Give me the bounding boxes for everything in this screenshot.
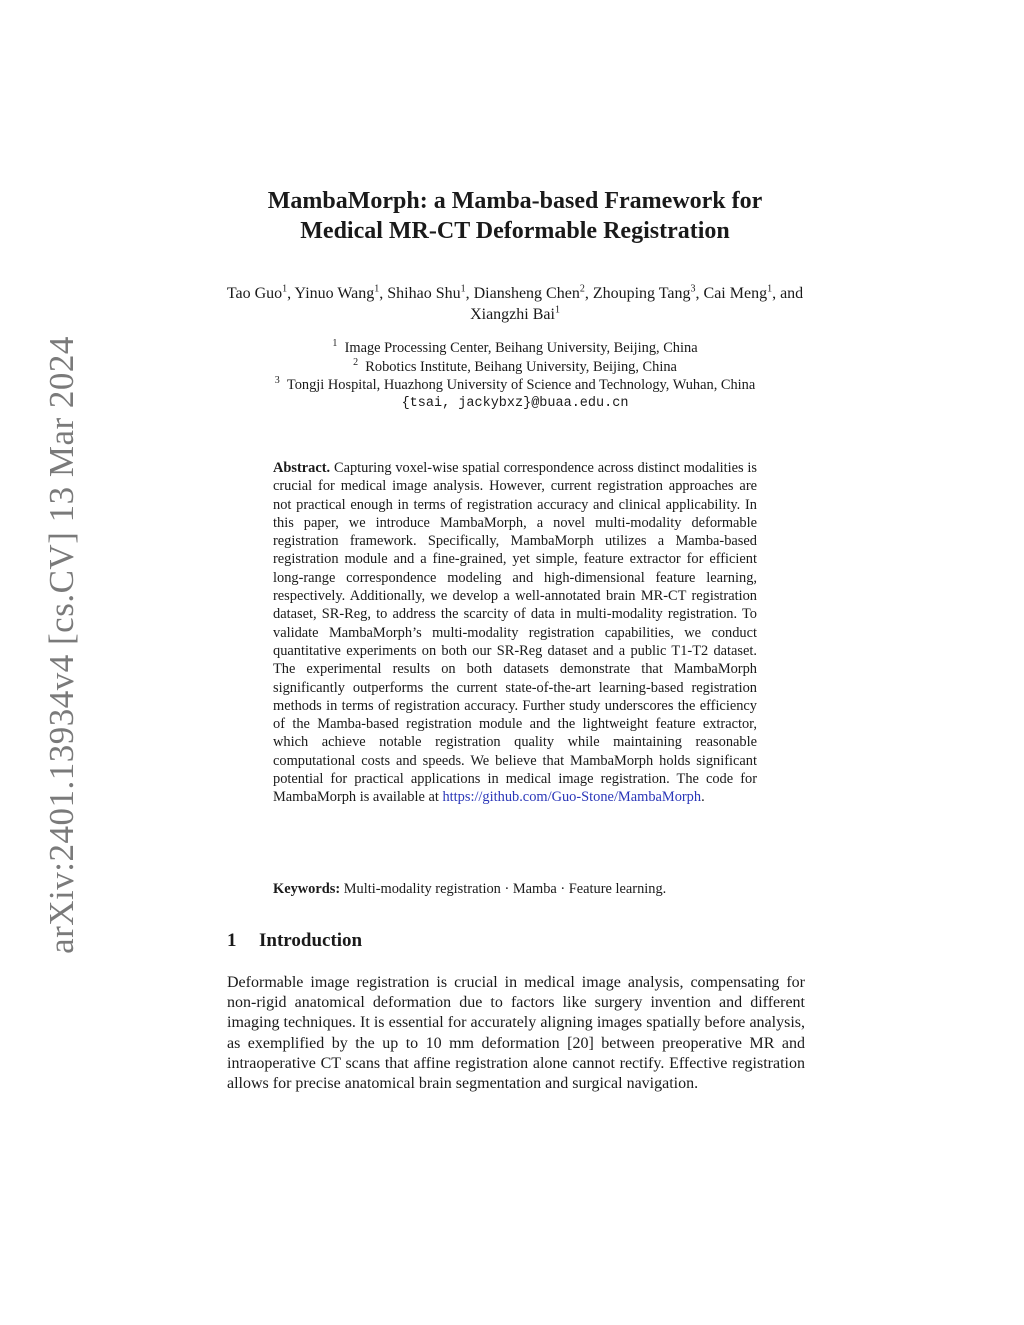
introduction-paragraph: Deformable image registration is crucial in medical image analysis, compensating for non-rigid anatomical deformation due to factors like surgery invention and different imaging techniques. It is essential for accurately aligning images spatially before analysis, as exemplified by the up to 10 mm deformation [20] between preoperative MR and intraoperative CT scans that affine registration alone cannot rectify. Effective registration allows for precise anatomical brain segmentation and surgical navigation. — [227, 974, 805, 1093]
title-line-2: Medical MR-CT Deformable Registration — [300, 218, 730, 244]
author: Yinuo Wang$^1$, — [294, 283, 388, 302]
author: Tao Guo$^1$, — [226, 283, 295, 302]
author-list — [216, 283, 814, 325]
affiliations — [200, 339, 830, 413]
author: Diansheng Chen$^2$, — [473, 283, 593, 302]
section-heading-introduction — [227, 930, 362, 952]
affiliation: $^2$ Robotics Institute, Beihang University, Beijing, China — [353, 356, 677, 375]
abstract-text: Capturing voxel-wise spatial correspondence across distinct modalities is crucial for medical image analysis. However, current registration approaches are not practical enough in terms of registration accuracy and clinical applicability. In this paper, we introduce MambaMorph, a novel multi-modality deformable registration framework. Specifically, MambaMorph utilizes a Mamba-based registration module and a fine-grained, yet simple, feature extractor for efficient long-range correspondence modeling and high-dimensional feature learning, respectively. Additionally, we develop a well-annotated brain MR-CT registration dataset, SR-Reg, to address the scarcity of data in multi-modality registration. To validate MambaMorph’s multi-modality registration capabilities, we conduct quantitative experiments on both our SR-Reg dataset and a public T1-T2 dataset. The experimental results on both datasets demonstrate that MambaMorph significantly outperforms the current state-of-the-art learning-based registration methods in terms of registration accuracy. Further study underscores the efficiency of the Mamba-based registration module and the lightweight feature extractor, which achieve notable registration quality while maintaining reasonable computational costs and speeds. We believe that MambaMorph holds significant potential for practical applications in medical image registration. The code for MambaMorph is available at — [273, 460, 757, 806]
author: Shihao Shu$^1$, — [387, 283, 474, 302]
abstract: Abstract. Capturing voxel-wise spatial correspondence across distinct modalities is crucial for medical image analysis. However, current registration approaches are not practical enough in terms of registration accuracy and clinical applicability. In this paper, we introduce MambaMorph, a novel multi-modality deformable registration framework. Specifically, MambaMorph utilizes a Mamba-based registration module and a fine-grained, yet simple, feature extractor for efficient long-range correspondence modeling and high-dimensional feature learning, respectively. Additionally, we develop a well-annotated brain MR-CT registration dataset, SR-Reg, to address the scarcity of data in multi-modality registration. To validate MambaMorph’s multi-modality registration capabilities, we conduct quantitative experiments on both our SR-Reg dataset and a public T1-T2 dataset. The experimental results on both datasets demonstrate that MambaMorph significantly outperforms the current state-of-the-art learning-based registration methods in terms of registration accuracy. Further study underscores the efficiency of the Mamba-based registration module and the lightweight feature extractor, which achieve notable registration quality while maintaining reasonable computational costs and speeds. We believe that MambaMorph holds significant potential for practical applications in medical image registration. The code for MambaMorph is available at https://github.com/Guo-Stone/MambaMorph. — [273, 460, 757, 806]
keywords-text: Multi-modality registration · Mamba · Feature learning. — [343, 881, 667, 897]
abstract-label: Abstract. — [273, 460, 331, 476]
arxiv-identifier: arXiv:2401.13934v4 [cs.CV] 13 Mar 2024 — [42, 336, 81, 954]
title-line-1: MambaMorph: a Mamba-based Framework for — [267, 188, 763, 214]
code-link[interactable]: https://github.com/Guo-Stone/MambaMorph — [442, 789, 702, 806]
keywords — [273, 880, 757, 898]
affiliation: $^1$ Image Processing Center, Beihang University, Beijing, China — [332, 338, 698, 356]
author: Cai Meng$^1$, and — [703, 283, 804, 302]
affiliation: $^3$ Tongji Hospital, Huazhong University of Science and Technology, Wuhan, China — [274, 375, 756, 393]
section-number: 1 — [227, 930, 237, 951]
contact-email: {tsai, jackybxz}@buaa.edu.cn — [401, 395, 629, 411]
author: Xiangzhi Bai$^1$ — [470, 304, 560, 323]
author: Zhouping Tang$^3$, — [592, 283, 704, 302]
keywords-label: Keywords: — [273, 881, 341, 897]
section-title: Introduction — [259, 930, 363, 951]
paper-title — [200, 186, 830, 246]
